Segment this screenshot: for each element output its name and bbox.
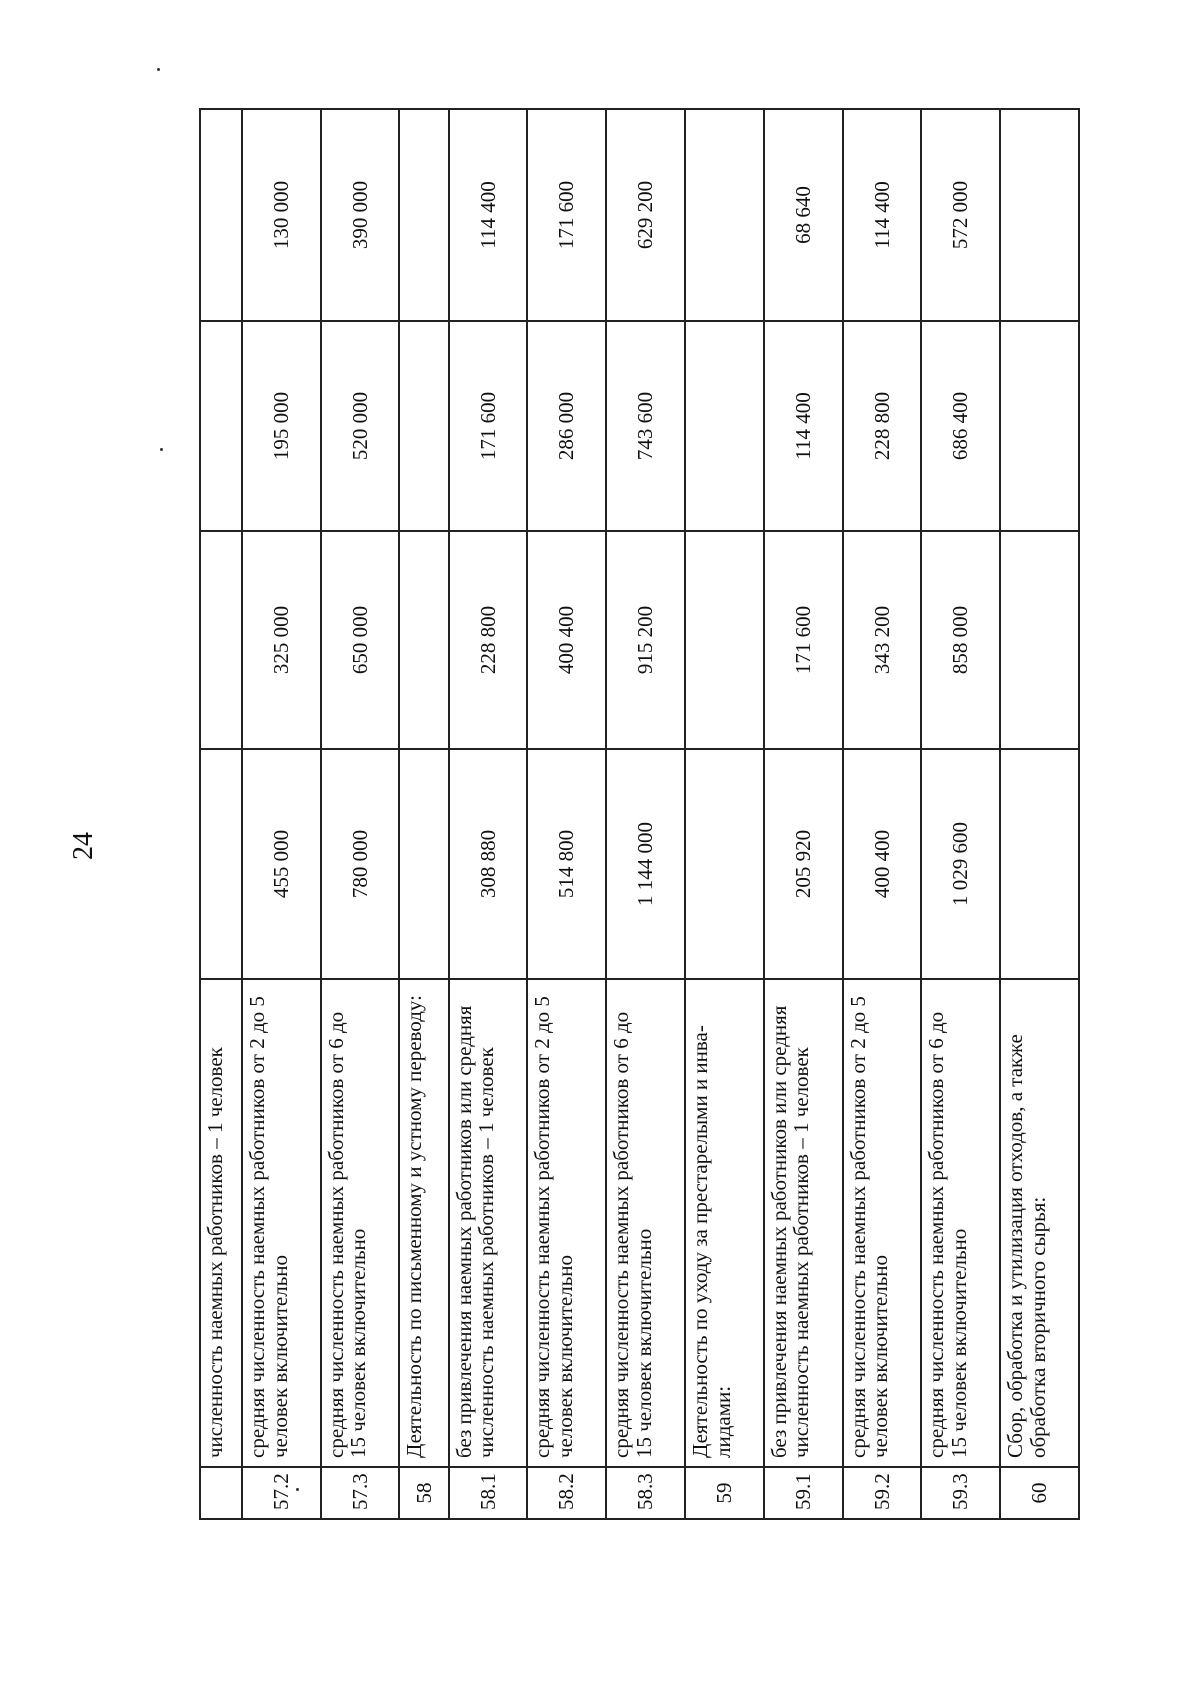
row-description-cell: без привлечения наемных работников или средняя численность наемных работников – 1 человек: [764, 979, 843, 1467]
row-value-2-cell: 171 600: [764, 531, 843, 749]
row-description-cell: Деятельность по уходу за престарелыми и инва-лидами:: [685, 979, 764, 1467]
row-value-3-cell: [200, 321, 242, 531]
table-row: [399, 109, 448, 1519]
row-value-1-cell: [1000, 749, 1079, 979]
row-code-cell: 57.3: [321, 1467, 400, 1519]
row-description-cell: численность наемных работников – 1 человек: [200, 979, 242, 1467]
table-body: [200, 109, 1079, 1519]
row-value-3-cell: 743 600: [606, 321, 685, 531]
row-description-cell: средняя численность наемных работников от 6 до 15 человек включительно: [606, 979, 685, 1467]
row-value-2-cell: 228 800: [449, 531, 528, 749]
row-value-2-cell: 343 200: [843, 531, 922, 749]
row-value-3-cell: [399, 321, 448, 531]
row-value-3-cell: [685, 321, 764, 531]
row-value-4-cell: [685, 109, 764, 321]
row-code-cell: 59.1: [764, 1467, 843, 1519]
scan-speck: [157, 68, 160, 71]
row-code-cell: 57.2: [242, 1467, 321, 1519]
table-row: [764, 109, 843, 1519]
row-value-3-cell: 228 800: [843, 321, 922, 531]
row-value-1-cell: [685, 749, 764, 979]
row-value-2-cell: 858 000: [921, 531, 1000, 749]
row-value-2-cell: [1000, 531, 1079, 749]
row-value-3-cell: 114 400: [764, 321, 843, 531]
row-value-1-cell: 1 144 000: [606, 749, 685, 979]
row-value-3-cell: [1000, 321, 1079, 531]
row-value-4-cell: 68 640: [764, 109, 843, 321]
row-description-cell: средняя численность наемных работников от 2 до 5 человек включительно: [843, 979, 922, 1467]
row-value-3-cell: 520 000: [321, 321, 400, 531]
table-row: [921, 109, 1000, 1519]
row-value-1-cell: [200, 749, 242, 979]
row-value-3-cell: 171 600: [449, 321, 528, 531]
tariff-table: [199, 108, 1080, 1520]
table-row: [321, 109, 400, 1519]
row-value-4-cell: 629 200: [606, 109, 685, 321]
row-value-2-cell: 915 200: [606, 531, 685, 749]
table-row: [527, 109, 606, 1519]
row-value-4-cell: [1000, 109, 1079, 321]
row-code-cell: 59: [685, 1467, 764, 1519]
row-value-4-cell: 114 400: [843, 109, 922, 321]
row-code-cell: 58.3: [606, 1467, 685, 1519]
scan-speck: [160, 448, 163, 451]
row-value-2-cell: [399, 531, 448, 749]
row-value-1-cell: 455 000: [242, 749, 321, 979]
row-description-cell: без привлечения наемных работников или средняя численность наемных работников – 1 человек: [449, 979, 528, 1467]
row-value-1-cell: [399, 749, 448, 979]
table-row: [242, 109, 321, 1519]
row-value-4-cell: 390 000: [321, 109, 400, 321]
row-value-1-cell: 780 000: [321, 749, 400, 979]
row-value-2-cell: 325 000: [242, 531, 321, 749]
row-description-cell: Деятельность по письменному и устному переводу:: [399, 979, 448, 1467]
row-description-cell: Сбор, обработка и утилизация отходов, а также обработка вторичного сырья:: [1000, 979, 1079, 1467]
table-row: [606, 109, 685, 1519]
row-value-1-cell: 514 800: [527, 749, 606, 979]
row-code-cell: 58: [399, 1467, 448, 1519]
row-value-1-cell: 308 880: [449, 749, 528, 979]
tariff-table-rotated: [199, 110, 1080, 1520]
row-code-cell: [200, 1467, 242, 1519]
row-value-4-cell: 130 000: [242, 109, 321, 321]
row-value-3-cell: 686 400: [921, 321, 1000, 531]
row-value-1-cell: 400 400: [843, 749, 922, 979]
table-row: [685, 109, 764, 1519]
row-code-cell: 58.2: [527, 1467, 606, 1519]
row-value-2-cell: 650 000: [321, 531, 400, 749]
row-value-3-cell: 195 000: [242, 321, 321, 531]
row-description-cell: средняя численность наемных работников от 2 до 5 человек включительно: [242, 979, 321, 1467]
row-code-cell: 60: [1000, 1467, 1079, 1519]
row-value-4-cell: 114 400: [449, 109, 528, 321]
row-value-1-cell: 1 029 600: [921, 749, 1000, 979]
table-row: [1000, 109, 1079, 1519]
table-row: [843, 109, 922, 1519]
row-value-1-cell: 205 920: [764, 749, 843, 979]
row-value-4-cell: [399, 109, 448, 321]
row-code-cell: 58.1: [449, 1467, 528, 1519]
row-value-2-cell: [685, 531, 764, 749]
row-description-cell: средняя численность наемных работников от 6 до 15 человек включительно: [921, 979, 1000, 1467]
row-code-cell: 59.2: [843, 1467, 922, 1519]
page-number: 24: [68, 832, 99, 860]
row-description-cell: средняя численность наемных работников от 6 до 15 человек включительно: [321, 979, 400, 1467]
row-description-cell: средняя численность наемных работников от 2 до 5 человек включительно: [527, 979, 606, 1467]
row-value-2-cell: [200, 531, 242, 749]
row-value-4-cell: [200, 109, 242, 321]
row-code-cell: 59.3: [921, 1467, 1000, 1519]
row-value-2-cell: 400 400: [527, 531, 606, 749]
table-row: [449, 109, 528, 1519]
row-value-3-cell: 286 000: [527, 321, 606, 531]
table-row: [200, 109, 242, 1519]
row-value-4-cell: 572 000: [921, 109, 1000, 321]
row-value-4-cell: 171 600: [527, 109, 606, 321]
